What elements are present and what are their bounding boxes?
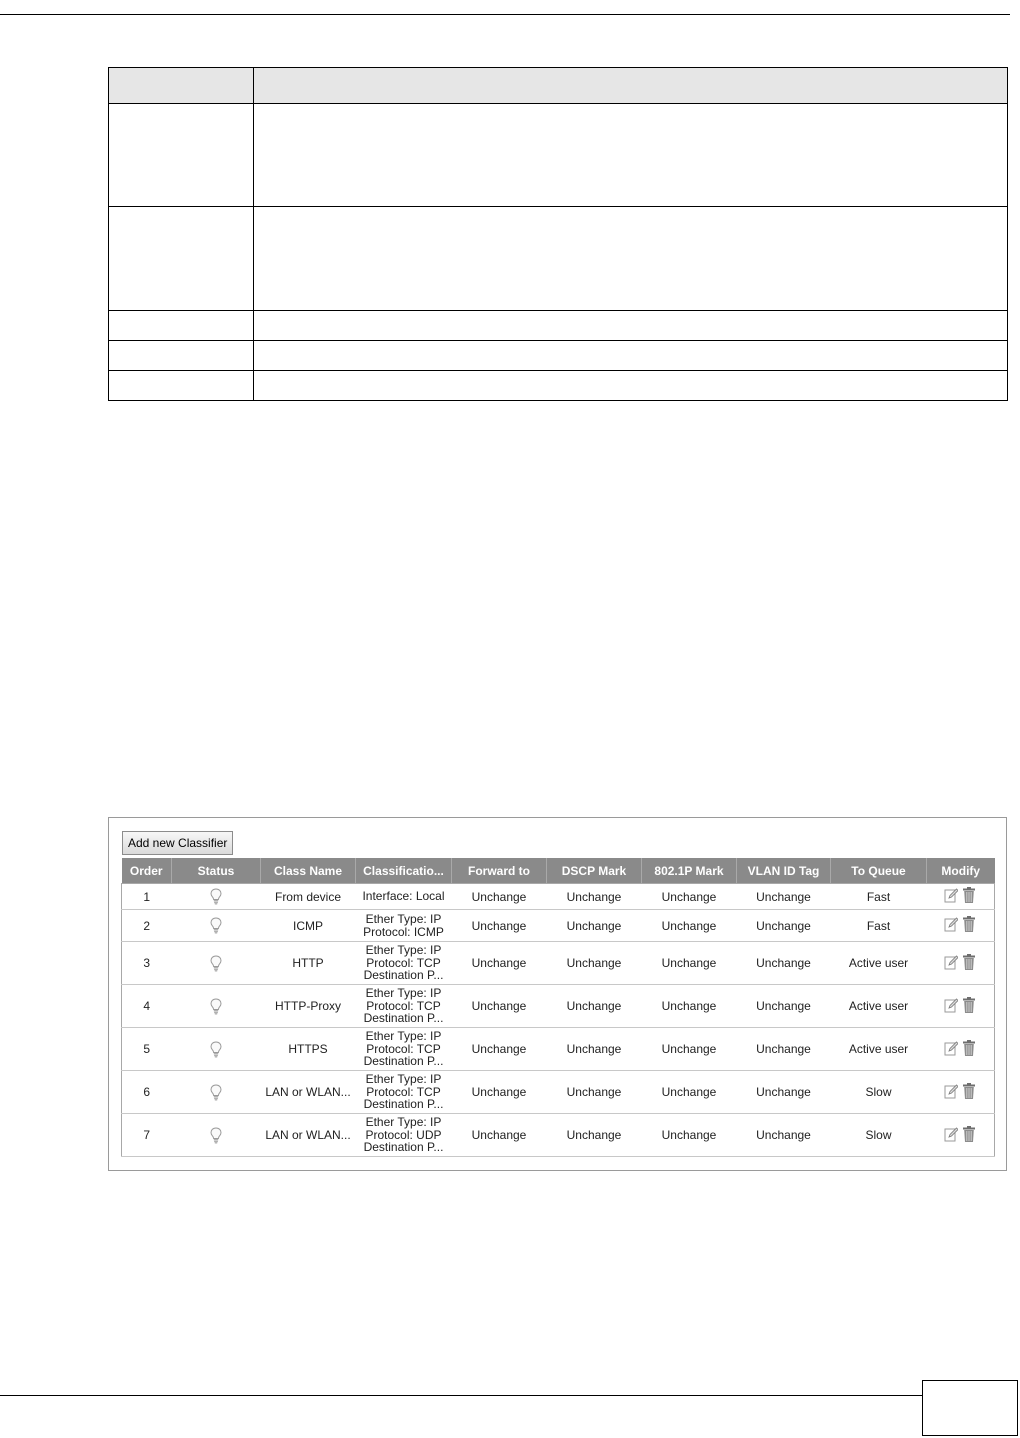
classification-line: Protocol: UDP [365, 1127, 442, 1142]
lightbulb-off-icon[interactable] [210, 1084, 222, 1101]
8021p-mark-cell: Unchange [642, 1028, 737, 1071]
delete-icon[interactable] [962, 997, 976, 1013]
order-cell: 4 [122, 985, 172, 1028]
delete-icon[interactable] [962, 1040, 976, 1056]
table-row [109, 104, 1008, 207]
column-header-vlan-id-tag: VLAN ID Tag [737, 858, 831, 884]
dscp-mark-cell: Unchange [547, 942, 642, 985]
classification-line: Destination P... [363, 1097, 444, 1112]
column-header-class-name: Class Name [261, 858, 356, 884]
classification-line: Ether Type: IP [365, 1115, 442, 1130]
class-name-cell: LAN or WLAN... [261, 1071, 356, 1114]
modify-cell [927, 910, 995, 942]
modify-cell [927, 1028, 995, 1071]
order-cell: 5 [122, 1028, 172, 1071]
to-queue-cell: Fast [831, 884, 927, 910]
forward-to-cell: Unchange [452, 1114, 547, 1157]
to-queue-cell: Slow [831, 1071, 927, 1114]
class-name-cell: HTTP [261, 942, 356, 985]
table-header-row [122, 858, 995, 884]
classification-line: Ether Type: IP [365, 1029, 442, 1044]
forward-to-cell: Unchange [452, 910, 547, 942]
column-header-classification: Classificatio... [356, 858, 452, 884]
table-row [109, 341, 1008, 371]
classifier-screenshot [108, 817, 1007, 1171]
class-name-cell: LAN or WLAN... [261, 1114, 356, 1157]
edit-icon[interactable] [944, 1083, 958, 1099]
to-queue-cell: Active user [831, 942, 927, 985]
table-row [122, 1028, 995, 1071]
8021p-mark-cell: Unchange [642, 1071, 737, 1114]
status-cell [172, 985, 261, 1028]
to-queue-cell: Fast [831, 910, 927, 942]
edit-icon[interactable] [944, 954, 958, 970]
edit-icon[interactable] [944, 887, 958, 903]
dscp-mark-cell: Unchange [547, 1114, 642, 1157]
edit-icon[interactable] [944, 997, 958, 1013]
classifier-table [121, 858, 995, 1157]
forward-to-cell: Unchange [452, 1028, 547, 1071]
header-rule [0, 14, 1010, 15]
table-row [122, 942, 995, 985]
status-cell [172, 910, 261, 942]
dscp-mark-cell: Unchange [547, 1071, 642, 1114]
forward-to-cell: Unchange [452, 985, 547, 1028]
column-header-to-queue: To Queue [831, 858, 927, 884]
table-row [122, 1114, 995, 1157]
table-row [109, 207, 1008, 311]
modify-cell [927, 1071, 995, 1114]
add-new-classifier-button[interactable]: Add new Classifier [122, 831, 233, 855]
8021p-mark-cell: Unchange [642, 1114, 737, 1157]
lightbulb-off-icon[interactable] [210, 1041, 222, 1058]
status-cell [172, 884, 261, 910]
order-cell: 1 [122, 884, 172, 910]
classification-line: Destination P... [363, 1054, 444, 1069]
classification-line: Ether Type: IP [365, 1072, 442, 1087]
vlan-id-tag-cell: Unchange [737, 884, 831, 910]
order-cell: 6 [122, 1071, 172, 1114]
delete-icon[interactable] [962, 1083, 976, 1099]
classification-line: Ether Type: IP [365, 943, 442, 958]
lightbulb-off-icon[interactable] [210, 888, 222, 905]
dscp-mark-cell: Unchange [547, 985, 642, 1028]
classification-line: Interface: Local [362, 889, 445, 904]
8021p-mark-cell: Unchange [642, 985, 737, 1028]
dscp-mark-cell: Unchange [547, 884, 642, 910]
table-row [122, 884, 995, 910]
table-row [122, 1071, 995, 1114]
edit-icon[interactable] [944, 1126, 958, 1142]
forward-to-cell: Unchange [452, 942, 547, 985]
classification-line: Protocol: TCP [366, 1084, 441, 1099]
classification-cell [356, 985, 452, 1028]
order-cell: 7 [122, 1114, 172, 1157]
classification-line: Destination P... [363, 968, 444, 983]
status-cell [172, 1028, 261, 1071]
classification-cell [356, 884, 452, 910]
class-name-cell: From device [261, 884, 356, 910]
column-header-dscp-mark: DSCP Mark [547, 858, 642, 884]
classification-line: Protocol: ICMP [363, 924, 444, 939]
order-cell: 2 [122, 910, 172, 942]
edit-icon[interactable] [944, 1040, 958, 1056]
status-cell [172, 1071, 261, 1114]
classification-cell [356, 1028, 452, 1071]
classification-line: Protocol: TCP [366, 955, 441, 970]
status-cell [172, 1114, 261, 1157]
forward-to-cell: Unchange [452, 884, 547, 910]
to-queue-cell: Active user [831, 1028, 927, 1071]
column-header-status: Status [172, 858, 261, 884]
table-header-row [109, 68, 1008, 104]
class-name-cell: HTTPS [261, 1028, 356, 1071]
delete-icon[interactable] [962, 916, 976, 932]
class-name-cell: ICMP [261, 910, 356, 942]
lightbulb-off-icon[interactable] [210, 998, 222, 1015]
modify-cell [927, 942, 995, 985]
8021p-mark-cell: Unchange [642, 910, 737, 942]
page-number-box [922, 1380, 1018, 1436]
delete-icon[interactable] [962, 887, 976, 903]
status-cell [172, 942, 261, 985]
column-header-order: Order [122, 858, 172, 884]
classification-line: Protocol: TCP [366, 998, 441, 1013]
column-header-modify: Modify [927, 858, 995, 884]
description-table [108, 67, 1008, 401]
8021p-mark-cell: Unchange [642, 884, 737, 910]
classification-line: Ether Type: IP [365, 986, 442, 1001]
classification-line: Destination P... [363, 1011, 444, 1026]
edit-icon[interactable] [944, 916, 958, 932]
table-row [109, 311, 1008, 341]
8021p-mark-cell: Unchange [642, 942, 737, 985]
forward-to-cell: Unchange [452, 1071, 547, 1114]
lightbulb-off-icon[interactable] [210, 917, 222, 934]
modify-cell [927, 884, 995, 910]
table-row [122, 910, 995, 942]
modify-cell [927, 1114, 995, 1157]
delete-icon[interactable] [962, 1126, 976, 1142]
classification-line: Destination P... [363, 1140, 444, 1155]
classification-cell [356, 910, 452, 942]
lightbulb-off-icon[interactable] [210, 955, 222, 972]
delete-icon[interactable] [962, 954, 976, 970]
order-cell: 3 [122, 942, 172, 985]
column-header-forward-to: Forward to [452, 858, 547, 884]
lightbulb-off-icon[interactable] [210, 1127, 222, 1144]
to-queue-cell: Active user [831, 985, 927, 1028]
classification-line: Protocol: TCP [366, 1041, 441, 1056]
vlan-id-tag-cell: Unchange [737, 942, 831, 985]
vlan-id-tag-cell: Unchange [737, 910, 831, 942]
vlan-id-tag-cell: Unchange [737, 1028, 831, 1071]
to-queue-cell: Slow [831, 1114, 927, 1157]
vlan-id-tag-cell: Unchange [737, 985, 831, 1028]
classification-cell [356, 942, 452, 985]
classification-line: Ether Type: IP [365, 912, 442, 926]
class-name-cell: HTTP-Proxy [261, 985, 356, 1028]
vlan-id-tag-cell: Unchange [737, 1071, 831, 1114]
column-header-8021p-mark: 802.1P Mark [642, 858, 737, 884]
classification-cell [356, 1114, 452, 1157]
dscp-mark-cell: Unchange [547, 1028, 642, 1071]
table-row [109, 371, 1008, 401]
footer-rule [0, 1395, 922, 1396]
dscp-mark-cell: Unchange [547, 910, 642, 942]
table-row [122, 985, 995, 1028]
classification-cell [356, 1071, 452, 1114]
vlan-id-tag-cell: Unchange [737, 1114, 831, 1157]
modify-cell [927, 985, 995, 1028]
